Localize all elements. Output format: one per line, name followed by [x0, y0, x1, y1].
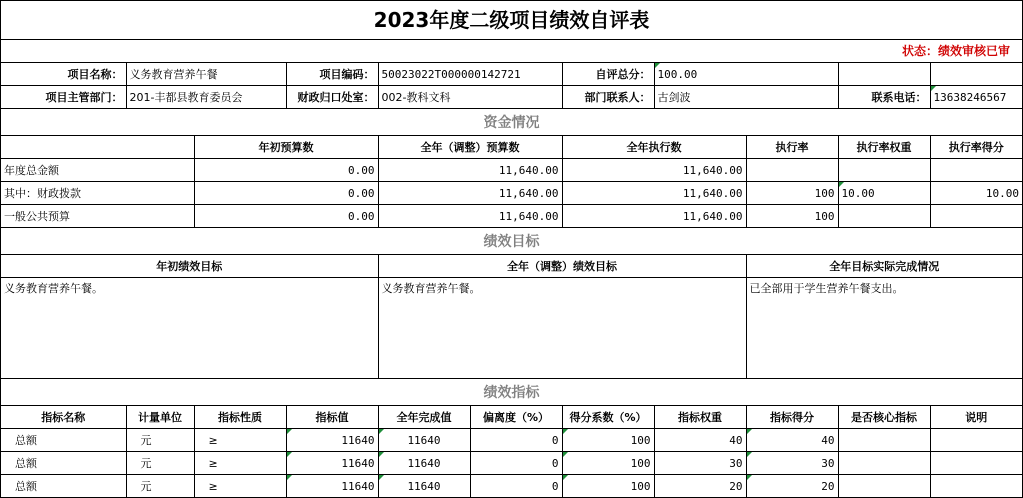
ind-target[interactable]: 11640 [286, 452, 378, 475]
goal-actual-text[interactable]: 已全部用于学生营养午餐支出。 [746, 278, 1022, 379]
ind-unit[interactable]: 元 [126, 429, 194, 452]
ind-coef[interactable]: 100 [562, 452, 654, 475]
indicators-section-title: 绩效指标 [1, 379, 1022, 406]
phone-value[interactable]: 13638246567 [930, 86, 1022, 109]
ind-coef[interactable]: 100 [562, 429, 654, 452]
funds-weight[interactable]: 10.00 [838, 182, 930, 205]
funds-header-rate: 执行率 [746, 136, 838, 159]
funds-rate[interactable] [746, 159, 838, 182]
funds-adjusted[interactable]: 11,640.00 [378, 182, 562, 205]
funds-row [1, 159, 1022, 182]
funds-header-score: 执行率得分 [930, 136, 1022, 159]
funds-initial[interactable]: 0.00 [194, 205, 378, 228]
funds-executed[interactable]: 11,640.00 [562, 182, 746, 205]
goals-section-title: 绩效目标 [1, 228, 1022, 255]
ind-header-name: 指标名称 [1, 406, 126, 429]
ind-nature[interactable]: ≥ [194, 429, 286, 452]
ind-unit[interactable]: 元 [126, 452, 194, 475]
info-row-1 [1, 63, 1022, 86]
project-name-value[interactable]: 义务教育营养午餐 [126, 63, 286, 86]
goals-header-adjusted: 全年（调整）绩效目标 [378, 255, 746, 278]
empty-cell [930, 63, 1022, 86]
ind-header-weight: 指标权重 [654, 406, 746, 429]
project-code-label: 项目编码： [286, 63, 378, 86]
info-row-2 [1, 86, 1022, 109]
funds-header-initial: 年初预算数 [194, 136, 378, 159]
ind-header-score: 指标得分 [746, 406, 838, 429]
ind-name[interactable]: 总额 [1, 429, 126, 452]
funds-score[interactable] [930, 159, 1022, 182]
funds-initial[interactable]: 0.00 [194, 159, 378, 182]
goals-header-actual: 全年目标实际完成情况 [746, 255, 1022, 278]
dept-value[interactable]: 201-丰都县教育委员会 [126, 86, 286, 109]
ind-score[interactable]: 40 [746, 429, 838, 452]
funds-rate[interactable]: 100 [746, 205, 838, 228]
dept-label: 项目主管部门： [1, 86, 126, 109]
funds-header-weight: 执行率权重 [838, 136, 930, 159]
ind-actual[interactable]: 11640 [378, 475, 470, 498]
funds-row-label: 一般公共预算 [1, 205, 194, 228]
evaluation-table [1, 63, 1022, 498]
ind-weight[interactable]: 30 [654, 452, 746, 475]
empty-cell [838, 63, 930, 86]
ind-unit[interactable]: 元 [126, 475, 194, 498]
ind-header-nature: 指标性质 [194, 406, 286, 429]
indicators-header-row [1, 406, 1022, 429]
ind-score[interactable]: 30 [746, 452, 838, 475]
ind-name[interactable]: 总额 [1, 452, 126, 475]
indicator-row [1, 429, 1022, 452]
ind-target[interactable]: 11640 [286, 429, 378, 452]
ind-header-deviation: 偏离度（%） [470, 406, 562, 429]
indicator-row [1, 452, 1022, 475]
funds-header-adjusted: 全年（调整）预算数 [378, 136, 562, 159]
ind-header-unit: 计量单位 [126, 406, 194, 429]
funds-header-row [1, 136, 1022, 159]
finance-value[interactable]: 002-教科文科 [378, 86, 562, 109]
ind-actual[interactable]: 11640 [378, 452, 470, 475]
ind-score[interactable]: 20 [746, 475, 838, 498]
ind-header-note: 说明 [930, 406, 1022, 429]
funds-adjusted[interactable]: 11,640.00 [378, 205, 562, 228]
funds-weight[interactable] [838, 159, 930, 182]
project-code-value[interactable]: 50023022T000000142721 [378, 63, 562, 86]
goal-initial-text[interactable]: 义务教育营养午餐。 [1, 278, 378, 379]
goals-header-row [1, 255, 1022, 278]
ind-header-actual: 全年完成值 [378, 406, 470, 429]
contact-label: 部门联系人： [562, 86, 654, 109]
ind-core[interactable] [838, 475, 930, 498]
ind-nature[interactable]: ≥ [194, 452, 286, 475]
funds-executed[interactable]: 11,640.00 [562, 159, 746, 182]
ind-note[interactable] [930, 475, 1022, 498]
score-value[interactable]: 100.00 [654, 63, 838, 86]
phone-label: 联系电话： [838, 86, 930, 109]
funds-score[interactable] [930, 205, 1022, 228]
funds-header-empty [1, 136, 194, 159]
funds-row [1, 205, 1022, 228]
ind-actual[interactable]: 11640 [378, 429, 470, 452]
sheet-title: 2023年度二级项目绩效自评表 [1, 1, 1022, 40]
ind-note[interactable] [930, 429, 1022, 452]
goals-header-initial: 年初绩效目标 [1, 255, 378, 278]
ind-note[interactable] [930, 452, 1022, 475]
funds-initial[interactable]: 0.00 [194, 182, 378, 205]
ind-header-coef: 得分系数（%） [562, 406, 654, 429]
funds-row-label: 其中：财政拨款 [1, 182, 194, 205]
project-name-label: 项目名称： [1, 63, 126, 86]
funds-header-executed: 全年执行数 [562, 136, 746, 159]
ind-header-core: 是否核心指标 [838, 406, 930, 429]
funds-row-label: 年度总金额 [1, 159, 194, 182]
funds-section-title: 资金情况 [1, 109, 1022, 136]
ind-deviation[interactable]: 0 [470, 475, 562, 498]
ind-nature[interactable]: ≥ [194, 475, 286, 498]
ind-deviation[interactable]: 0 [470, 429, 562, 452]
ind-target[interactable]: 11640 [286, 475, 378, 498]
goals-row [1, 278, 1022, 379]
finance-label: 财政归口处室： [286, 86, 378, 109]
status-text: 状态：绩效审核已审 [1, 40, 1022, 63]
ind-weight[interactable]: 40 [654, 429, 746, 452]
ind-coef[interactable]: 100 [562, 475, 654, 498]
ind-deviation[interactable]: 0 [470, 452, 562, 475]
funds-row [1, 182, 1022, 205]
funds-adjusted[interactable]: 11,640.00 [378, 159, 562, 182]
funds-rate[interactable]: 100 [746, 182, 838, 205]
ind-core[interactable] [838, 429, 930, 452]
ind-name[interactable]: 总额 [1, 475, 126, 498]
contact-value[interactable]: 古剑波 [654, 86, 838, 109]
funds-executed[interactable]: 11,640.00 [562, 205, 746, 228]
goal-adjusted-text[interactable]: 义务教育营养午餐。 [378, 278, 746, 379]
ind-weight[interactable]: 20 [654, 475, 746, 498]
ind-core[interactable] [838, 452, 930, 475]
funds-weight[interactable] [838, 205, 930, 228]
indicator-row [1, 475, 1022, 498]
score-label: 自评总分： [562, 63, 654, 86]
ind-header-target: 指标值 [286, 406, 378, 429]
funds-score[interactable]: 10.00 [930, 182, 1022, 205]
